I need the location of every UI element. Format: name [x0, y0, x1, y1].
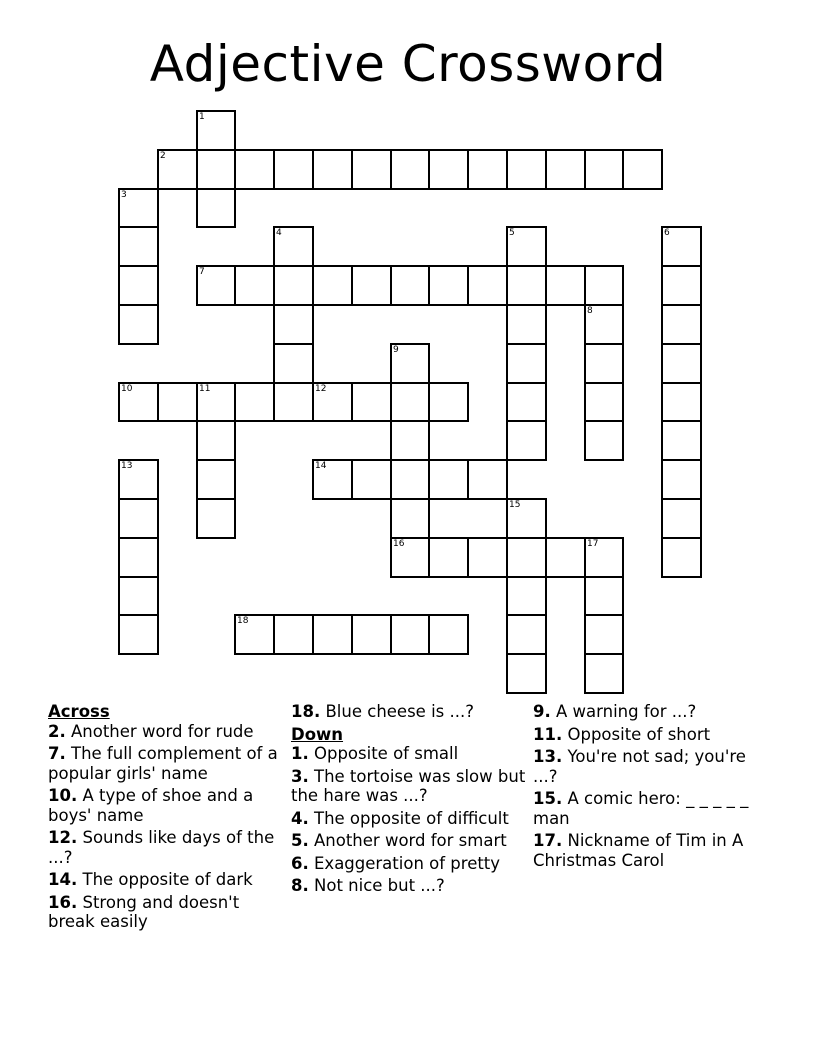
clue-number: 11	[199, 384, 211, 394]
clue-down-11: 11. Opposite of short	[533, 724, 711, 744]
clue-number: 17	[587, 539, 599, 549]
grid-cell[interactable]	[390, 382, 430, 422]
grid-cell[interactable]	[196, 498, 236, 539]
grid-cell[interactable]	[584, 149, 624, 190]
grid-cell[interactable]	[467, 149, 508, 190]
grid-cell[interactable]	[506, 265, 547, 306]
grid-cell[interactable]	[312, 459, 353, 500]
grid-cell[interactable]	[157, 382, 198, 422]
grid-cell[interactable]	[118, 498, 159, 539]
grid-cell[interactable]	[545, 149, 586, 190]
clue-number: 3	[121, 190, 127, 200]
grid-cell[interactable]	[390, 343, 430, 384]
grid-cell[interactable]	[584, 382, 624, 422]
grid-cell[interactable]	[467, 459, 508, 500]
clue-number: 14	[315, 461, 327, 471]
clue-across-12: 12. Sounds like days of the ...?	[48, 828, 275, 867]
grid-cell[interactable]	[196, 265, 236, 306]
grid-cell[interactable]	[234, 149, 275, 190]
grid-cell[interactable]	[196, 188, 236, 228]
grid-cell[interactable]	[118, 537, 159, 578]
clue-down-6: 6. Exaggeration of pretty	[291, 853, 501, 873]
clue-number: 4	[276, 228, 282, 238]
grid-cell[interactable]	[467, 537, 508, 578]
grid-cell[interactable]	[584, 420, 624, 461]
grid-cell[interactable]	[118, 265, 159, 306]
grid-cell[interactable]	[506, 420, 547, 461]
grid-cell[interactable]	[661, 226, 702, 267]
grid-cell[interactable]	[584, 653, 624, 694]
clue-number: 7	[199, 267, 205, 277]
grid-cell[interactable]	[506, 382, 547, 422]
clue-down-15: 15. A comic hero: _ _ _ _ _ man	[533, 789, 749, 828]
grid-cell[interactable]	[157, 149, 198, 190]
page-title: Adjective Crossword	[149, 35, 667, 93]
grid-cell[interactable]	[428, 459, 469, 500]
grid-cell[interactable]	[467, 265, 508, 306]
grid-cell[interactable]	[234, 382, 275, 422]
clue-number: 8	[587, 306, 593, 316]
clues-column-2	[291, 702, 531, 899]
grid-cell[interactable]	[506, 653, 547, 694]
clue-number: 18	[237, 616, 249, 626]
clue-down-1: 1. Opposite of small	[291, 744, 459, 763]
clue-down-4: 4. The opposite of difficult	[291, 808, 509, 828]
grid-cell[interactable]	[390, 265, 430, 306]
grid-cell[interactable]	[390, 614, 430, 655]
clue-number: 2	[160, 151, 166, 161]
grid-cell[interactable]	[234, 614, 275, 655]
grid-cell[interactable]	[118, 576, 159, 616]
grid-cell[interactable]	[506, 343, 547, 384]
grid-cell[interactable]	[312, 149, 353, 190]
grid-cell[interactable]	[390, 498, 430, 539]
clue-across-7: 7. The full complement of a popular girls' name	[48, 744, 278, 783]
grid-cell[interactable]	[545, 537, 586, 578]
down-heading: Down	[291, 724, 344, 744]
grid-cell[interactable]	[584, 576, 624, 616]
grid-cell[interactable]	[506, 576, 547, 616]
grid-cell[interactable]	[622, 149, 663, 190]
grid-cell[interactable]	[390, 537, 430, 578]
grid-cell[interactable]	[273, 614, 314, 655]
clue-down-17: 17. Nickname of Tim in A Christmas Carol	[533, 831, 744, 870]
grid-cell[interactable]	[506, 614, 547, 655]
clue-number: 13	[121, 461, 133, 471]
grid-cell[interactable]	[428, 614, 469, 655]
grid-cell[interactable]	[506, 149, 547, 190]
grid-cell[interactable]	[661, 420, 702, 461]
grid-cell[interactable]	[584, 265, 624, 306]
grid-cell[interactable]	[506, 304, 547, 345]
grid-cell[interactable]	[390, 459, 430, 500]
grid-cell[interactable]	[506, 498, 547, 539]
grid-cell[interactable]	[584, 614, 624, 655]
grid-cell[interactable]	[428, 149, 469, 190]
grid-cell[interactable]	[273, 149, 314, 190]
grid-cell[interactable]	[118, 226, 159, 267]
clue-number: 10	[121, 384, 133, 394]
grid-cell[interactable]	[661, 459, 702, 500]
grid-cell[interactable]	[351, 459, 392, 500]
clue-down-8: 8. Not nice but ...?	[291, 876, 445, 895]
grid-cell[interactable]	[661, 498, 702, 539]
clues-column-1	[48, 702, 278, 935]
grid-cell[interactable]	[273, 226, 314, 267]
grid-cell[interactable]	[351, 149, 392, 190]
clue-number: 1	[199, 112, 205, 122]
clue-across-18: 18. Blue cheese is ...?	[291, 702, 474, 721]
clue-across-14: 14. The opposite of dark	[48, 870, 253, 889]
clue-down-3: 3. The tortoise was slow but the hare was ...?	[291, 766, 526, 805]
clue-number: 6	[664, 228, 670, 238]
grid-cell[interactable]	[196, 149, 236, 190]
clue-down-5: 5. Another word for smart	[291, 831, 507, 850]
grid-cell[interactable]	[661, 304, 702, 345]
grid-cell[interactable]	[351, 382, 392, 422]
grid-cell[interactable]	[196, 382, 236, 422]
grid-cell[interactable]	[584, 304, 624, 345]
grid-cell[interactable]	[351, 265, 392, 306]
clue-across-2: 2. Another word for rude	[48, 721, 254, 741]
grid-cell[interactable]	[661, 265, 702, 306]
grid-cell[interactable]	[312, 265, 353, 306]
grid-cell[interactable]	[118, 459, 159, 500]
clue-number: 5	[509, 228, 515, 238]
grid-cell[interactable]	[506, 537, 547, 578]
grid-cell[interactable]	[234, 265, 275, 306]
grid-cell[interactable]	[312, 614, 353, 655]
grid-cell[interactable]	[196, 459, 236, 500]
grid-cell[interactable]	[584, 343, 624, 384]
grid-cell[interactable]	[196, 420, 236, 461]
clue-number: 15	[509, 500, 521, 510]
grid-cell[interactable]	[118, 188, 159, 228]
grid-cell[interactable]	[273, 304, 314, 345]
grid-cell[interactable]	[428, 537, 469, 578]
grid-cell[interactable]	[273, 343, 314, 384]
grid-cell[interactable]	[428, 265, 469, 306]
clue-down-9: 9. A warning for ...?	[533, 702, 697, 721]
grid-cell[interactable]	[118, 304, 159, 345]
clue-number: 9	[393, 345, 399, 355]
clue-across-10: 10. A type of shoe and a boys' name	[48, 786, 254, 825]
grid-cell[interactable]	[428, 382, 469, 422]
grid-cell[interactable]	[506, 226, 547, 267]
grid-cell[interactable]	[196, 110, 236, 151]
grid-cell[interactable]	[584, 537, 624, 578]
grid-cell[interactable]	[273, 265, 314, 306]
clues-column-3	[533, 702, 758, 873]
grid-cell[interactable]	[273, 382, 314, 422]
grid-cell[interactable]	[661, 343, 702, 384]
grid-cell[interactable]	[661, 537, 702, 578]
grid-cell[interactable]	[312, 382, 353, 422]
grid-cell[interactable]	[390, 149, 430, 190]
grid-cell[interactable]	[118, 382, 159, 422]
grid-cell[interactable]	[390, 420, 430, 461]
clue-number: 12	[315, 384, 327, 394]
grid-cell[interactable]	[661, 382, 702, 422]
clue-across-16: 16. Strong and doesn't break easily	[48, 892, 240, 931]
grid-cell[interactable]	[351, 614, 392, 655]
grid-cell[interactable]	[545, 265, 586, 306]
clue-down-13: 13. You're not sad; you're ...?	[533, 747, 746, 786]
across-heading: Across	[48, 702, 110, 721]
grid-cell[interactable]	[118, 614, 159, 655]
clue-number: 16	[393, 539, 405, 549]
